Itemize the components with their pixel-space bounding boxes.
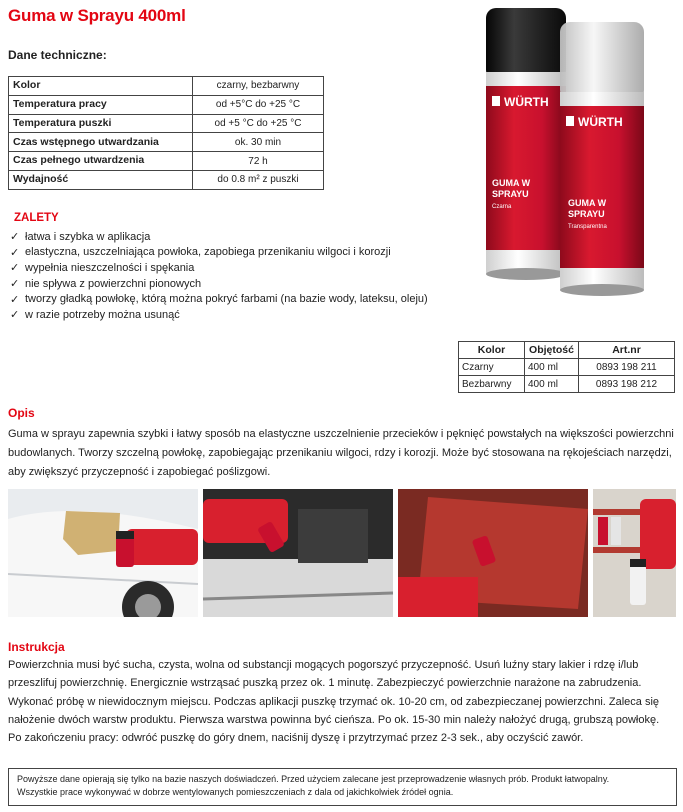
check-icon: ✓: [10, 246, 20, 259]
table-row: [9, 114, 324, 133]
table-header-row: [459, 342, 675, 359]
table-row: [459, 376, 675, 393]
description-heading: Opis: [8, 406, 35, 420]
tech-key: Temperatura pracy: [9, 95, 193, 114]
brand-text: WÜRTH: [504, 95, 549, 109]
tech-value: ok. 30 min: [193, 133, 324, 152]
instructions-heading: Instrukcja: [8, 640, 65, 654]
table-row: [459, 359, 675, 376]
instructions-text: [8, 656, 676, 747]
disclaimer-line: Wszystkie prace wykonywać w dobrze wentylowanych pomieszczeniach z dala od jakichkolwiek źródeł ognia.: [17, 787, 454, 797]
tech-key: Wydajność: [9, 170, 193, 189]
variant-text: Czarna: [492, 204, 512, 210]
tech-value: od +5°C do +25 °C: [193, 95, 324, 114]
photo-shop-shelf: [593, 489, 676, 617]
tech-value: czarny, bezbarwny: [193, 77, 324, 96]
variant-text: Transparentna: [568, 224, 607, 230]
list-item: ✓ łatwa i szybka w aplikacja: [10, 230, 151, 244]
tech-key: Czas wstępnego utwardzania: [9, 133, 193, 152]
tech-key: Kolor: [9, 77, 193, 96]
product-text: GUMA W: [568, 198, 607, 208]
instructions-paragraph: Po zakończeniu pracy: odwróć puszkę do góry dnem, naciśnij dyszę i przytrzymać przez 2-3 sek., aby oczyścić zawór.: [8, 732, 584, 745]
product-text: SPRAYU: [568, 209, 605, 219]
list-item: ✓ tworzy gładką powłokę, którą można pokryć farbami (na bazie wody, lateksu, oleju): [10, 293, 428, 306]
table-cell: 0893 198 212: [579, 376, 675, 393]
tech-table: [8, 76, 324, 190]
column-header: Art.nr: [579, 342, 675, 359]
table-cell: 400 ml: [525, 376, 579, 393]
table-cell: Czarny: [459, 359, 525, 376]
list-item: ✓ nie spływa z powierzchni pionowych: [10, 277, 202, 291]
table-cell: 400 ml: [525, 359, 579, 376]
column-header: Objętość: [525, 342, 579, 359]
tech-key: Czas pełnego utwardzenia: [9, 152, 193, 171]
table-row: [9, 170, 324, 189]
column-header: Kolor: [459, 342, 525, 359]
product-text: SPRAYU: [492, 189, 529, 199]
photo-door-sill: [203, 489, 393, 617]
instructions-paragraph: Powierzchnia musi być sucha, czysta, wolna od substancji mogących pogorszyć przyczepność. Usuń luźny stary lakier i rdzę i/lub przeszlifuj powierzchnię. Energicznie wstrząsać puszką przez ok. 1 minutę. Zabezpieczyć powierzchnie narażone na zabrudzenia. Wykonać próbę w niewidocznym miejscu. Podczas aplikacji puszkę trzymać ok. 10-20 cm, od zabezpieczanej powierzchni. Zaleca się nałożenie dwóch warstw produktu. Pierwsza warstwa powinna być cieńsza. Po ok. 15-30 min należy nałożyć drugą, grubszą powłokę.: [8, 659, 660, 726]
photo-car-panel: [8, 489, 198, 617]
list-item: ✓ w razie potrzeby można usunąć: [10, 308, 180, 322]
advantages-list: [10, 229, 428, 323]
advantages-heading: ZALETY: [14, 212, 59, 224]
table-cell: Bezbarwny: [459, 376, 525, 393]
check-icon: ✓: [10, 278, 20, 291]
check-icon: ✓: [10, 309, 20, 322]
product-text: GUMA W: [492, 178, 531, 188]
table-row: [9, 95, 324, 114]
application-photos: [8, 489, 676, 617]
brand-text: WÜRTH: [578, 115, 623, 129]
disclaimer-line: Powyższe dane opierają się tylko na bazie naszych doświadczeń. Przed użyciem zalecane jest przeprowadzenie własnych prób. Produkt łatwopalny.: [17, 774, 610, 784]
tech-heading: Dane techniczne:: [8, 48, 107, 62]
table-row: [9, 152, 324, 171]
check-icon: ✓: [10, 293, 20, 306]
check-icon: ✓: [10, 262, 20, 275]
tech-key: Temperatura puszki: [9, 114, 193, 133]
check-icon: ✓: [10, 231, 20, 244]
photo-red-panel: [398, 489, 588, 617]
page-title: Guma w Sprayu 400ml: [8, 6, 186, 25]
tech-value: od +5 °C do +25 °C: [193, 114, 324, 133]
product-cans-image: [476, 0, 683, 310]
description-text: Guma w sprayu zapewnia szybki i łatwy sposób na elastyczne uszczelnienie przecieków i pęknięć powstałych na większości powierzchni budowlanych. Tworzy szczelną powłokę, zapobiegając przenikaniu wilgoci, rdzy i korozji. Może być stosowana na rękojeściach narzędzi, aby zwiększyć przyczepność i zapobiegać poślizgowi.: [8, 428, 674, 478]
tech-value: 72 h: [193, 152, 324, 171]
clear-can: [560, 22, 644, 296]
table-row: [9, 133, 324, 152]
disclaimer-box: [8, 768, 677, 806]
table-cell: 0893 198 211: [579, 359, 675, 376]
list-item: ✓ wypełnia nieszczelności i spękania: [10, 261, 195, 275]
list-item: ✓ elastyczna, uszczelniająca powłoka, zapobiega przenikaniu wilgoci i korozji: [10, 246, 391, 259]
tech-value: do 0.8 m² z puszki: [193, 170, 324, 189]
black-can: [486, 8, 566, 280]
product-table: [458, 341, 675, 393]
table-row: [9, 77, 324, 96]
